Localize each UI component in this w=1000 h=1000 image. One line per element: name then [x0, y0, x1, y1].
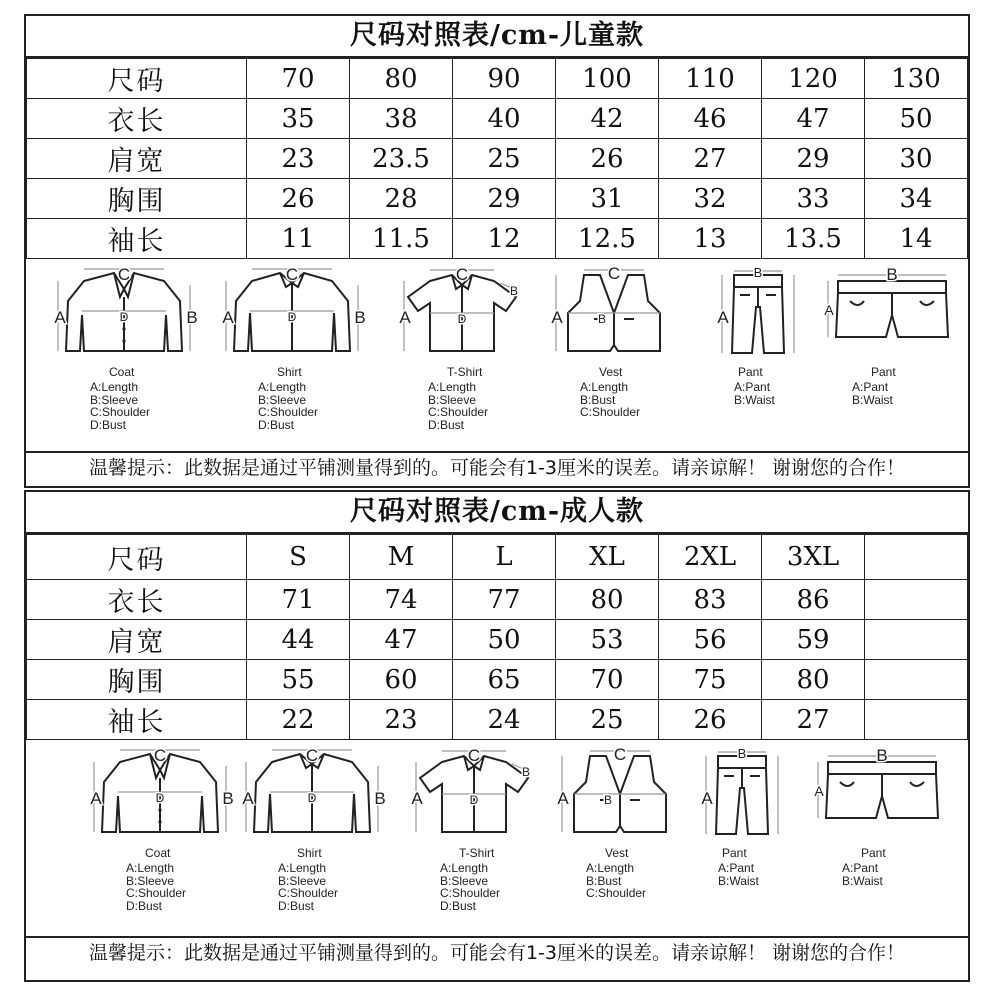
dim-c-label: C [613, 748, 627, 764]
row-label-cell: 肩宽 [27, 620, 247, 660]
size-value-cell: 65 [453, 660, 556, 700]
size-value-cell [865, 660, 968, 700]
coat-icon [90, 748, 240, 840]
row-label-cell: 尺码 [27, 59, 247, 99]
size-value-cell: 25 [556, 700, 659, 740]
garment-caption: Vest [605, 846, 629, 860]
dimension-legend [586, 862, 646, 900]
size-value-cell: 80 [556, 580, 659, 620]
legend-item: B:Waist [718, 873, 759, 888]
row-label-cell: 衣长 [27, 580, 247, 620]
legend-item: B:Sleeve [428, 392, 477, 407]
dim-b-label: B [509, 284, 519, 298]
size-value-cell: 26 [556, 139, 659, 179]
legend-item: D:Bust [126, 898, 163, 913]
size-value-cell: 33 [762, 179, 865, 219]
dimension-legend [440, 862, 500, 912]
size-value-cell: 3XL [762, 535, 865, 580]
size-value-cell: 110 [659, 59, 762, 99]
garment-caption: T-Shirt [459, 846, 495, 860]
size-value-cell: 11.5 [350, 219, 453, 259]
adult-chart-title: 尺码对照表/cm-成人款 [26, 492, 968, 534]
size-value-cell: 46 [659, 99, 762, 139]
size-value-cell: XL [556, 535, 659, 580]
coat-icon [54, 267, 204, 359]
size-row [27, 580, 968, 620]
size-value-cell: 12 [453, 219, 556, 259]
shirt-measure-figure [242, 748, 392, 938]
vest-measure-figure [544, 267, 694, 457]
garment-caption: Pant [738, 365, 763, 379]
size-value-cell: 14 [865, 219, 968, 259]
size-row [27, 700, 968, 740]
dim-c-label: C [285, 267, 299, 284]
garment-caption: Pant [861, 846, 886, 860]
vest-measure-figure [550, 748, 700, 938]
dimension-legend [842, 862, 883, 887]
dimension-legend [258, 381, 318, 431]
legend-item: C:Shoulder [126, 886, 187, 900]
row-label-cell: 胸围 [27, 179, 247, 219]
kids-size-panel [24, 14, 970, 488]
pants-icon [682, 748, 802, 840]
size-value-cell: 34 [865, 179, 968, 219]
kids-chart-title: 尺码对照表/cm-儿童款 [26, 16, 968, 58]
legend-item: B:Sleeve [278, 873, 327, 888]
dim-b-label: B [222, 789, 234, 808]
legend-item: A:Length [258, 380, 307, 394]
dim-b-label: B [876, 748, 888, 765]
dim-a-label: A [551, 308, 563, 327]
dim-a-label: A [557, 789, 569, 808]
coat-measure-figure [54, 267, 204, 457]
dim-a-label: A [54, 308, 66, 327]
legend-item: B:Bust [580, 392, 616, 407]
size-value-cell: 83 [659, 580, 762, 620]
t-shirt-measure-figure [392, 267, 542, 457]
dim-d-label: D [457, 312, 467, 326]
row-label-cell: 袖长 [27, 219, 247, 259]
dim-a-label: A [242, 789, 254, 808]
tshirt-icon [392, 267, 542, 359]
legend-item: A:Length [278, 861, 327, 875]
legend-item: C:Shoulder [586, 886, 647, 900]
legend-item: D:Bust [440, 898, 477, 913]
legend-item: C:Shoulder [278, 886, 339, 900]
size-value-cell: 44 [247, 620, 350, 660]
vest-icon [544, 267, 694, 359]
size-value-cell: 24 [453, 700, 556, 740]
adult-measurement-note: 温馨提示：此数据是通过平铺测量得到的。可能会有1-3厘米的误差。请亲谅解！ 谢谢您的合作！ [88, 942, 906, 964]
garment-caption: Shirt [297, 846, 322, 860]
dimension-legend [90, 381, 150, 431]
legend-item: C:Shoulder [428, 405, 489, 419]
dim-a-label: A [701, 789, 713, 808]
kids-measurement-note: 温馨提示：此数据是通过平铺测量得到的。可能会有1-3厘米的误差。请亲谅解！ 谢谢您的合作！ [88, 457, 906, 479]
pant-measure-figure [682, 748, 802, 938]
size-value-cell: 22 [247, 700, 350, 740]
legend-item: A:Pant [842, 861, 879, 875]
size-value-cell: 47 [350, 620, 453, 660]
size-value-cell: 70 [247, 59, 350, 99]
dim-b-label: B [753, 267, 763, 280]
legend-item: A:Pant [852, 380, 889, 394]
legend-item: D:Bust [258, 417, 295, 432]
dimension-legend [126, 862, 186, 912]
row-label-cell: 衣长 [27, 99, 247, 139]
size-row [27, 660, 968, 700]
size-value-cell: 90 [453, 59, 556, 99]
size-value-cell: 11 [247, 219, 350, 259]
dim-a-label: A [411, 789, 423, 808]
legend-item: B:Sleeve [90, 392, 139, 407]
kids-garment-illustrations [26, 259, 968, 453]
legend-item: D:Bust [278, 898, 315, 913]
adult-size-panel [24, 490, 970, 982]
size-value-cell: 30 [865, 139, 968, 179]
size-value-cell: 42 [556, 99, 659, 139]
pant-measure-figure [816, 267, 966, 457]
shirt-icon [242, 748, 392, 840]
size-value-cell: 12.5 [556, 219, 659, 259]
legend-item: B:Sleeve [126, 873, 175, 888]
dim-b-label: B [597, 312, 607, 326]
legend-item: A:Length [428, 380, 477, 394]
dim-b-label: B [737, 748, 747, 761]
size-row [27, 139, 968, 179]
coat-measure-figure [90, 748, 240, 938]
dim-a-label: A [824, 302, 834, 318]
row-label-cell: 袖长 [27, 700, 247, 740]
garment-caption: Pant [722, 846, 747, 860]
size-value-cell: 100 [556, 59, 659, 99]
size-value-cell: 32 [659, 179, 762, 219]
garment-caption: T-Shirt [447, 365, 483, 379]
legend-item: A:Length [440, 861, 489, 875]
size-value-cell: 50 [453, 620, 556, 660]
legend-item: C:Shoulder [258, 405, 319, 419]
vest-icon [550, 748, 700, 840]
dim-c-label: C [117, 267, 131, 284]
dim-a-label: A [399, 308, 411, 327]
shirt-measure-figure [222, 267, 372, 457]
adult-size-table [26, 534, 968, 740]
dim-a-label: A [717, 308, 729, 327]
t-shirt-measure-figure [404, 748, 554, 938]
size-value-cell: 50 [865, 99, 968, 139]
size-header-row [27, 535, 968, 580]
legend-item: C:Shoulder [580, 405, 641, 419]
legend-item: A:Pant [734, 380, 771, 394]
size-value-cell: 25 [453, 139, 556, 179]
dim-c-label: C [153, 748, 167, 765]
legend-item: B:Sleeve [258, 392, 307, 407]
size-value-cell: 60 [350, 660, 453, 700]
size-value-cell: 75 [659, 660, 762, 700]
size-value-cell [865, 700, 968, 740]
size-row [27, 179, 968, 219]
size-value-cell: 86 [762, 580, 865, 620]
garment-caption: Coat [145, 846, 171, 860]
dim-d-label: D [287, 310, 297, 324]
size-value-cell: 71 [247, 580, 350, 620]
row-label-cell: 肩宽 [27, 139, 247, 179]
legend-item: A:Length [586, 861, 635, 875]
legend-item: A:Length [126, 861, 175, 875]
legend-item: C:Shoulder [90, 405, 151, 419]
size-value-cell: 27 [762, 700, 865, 740]
size-value-cell: 77 [453, 580, 556, 620]
size-value-cell: 80 [762, 660, 865, 700]
garment-caption: Vest [599, 365, 623, 379]
size-value-cell: 70 [556, 660, 659, 700]
legend-item: C:Shoulder [440, 886, 501, 900]
dim-a-label: A [222, 308, 234, 327]
size-value-cell: M [350, 535, 453, 580]
garment-caption: Pant [871, 365, 896, 379]
legend-item: B:Waist [842, 873, 883, 888]
legend-item: B:Waist [734, 392, 775, 407]
size-value-cell: 23.5 [350, 139, 453, 179]
size-value-cell: 56 [659, 620, 762, 660]
size-value-cell: 13 [659, 219, 762, 259]
dim-b-label: B [374, 789, 386, 808]
dimension-legend [852, 381, 893, 406]
size-value-cell: 13.5 [762, 219, 865, 259]
size-value-cell: 29 [762, 139, 865, 179]
size-value-cell: 28 [350, 179, 453, 219]
size-value-cell [865, 535, 968, 580]
size-value-cell: 26 [659, 700, 762, 740]
pant-measure-figure [806, 748, 956, 938]
dim-d-label: D [307, 791, 317, 805]
size-value-cell [865, 620, 968, 660]
shorts-icon [806, 748, 956, 840]
dim-d-label: D [469, 793, 479, 807]
size-value-cell: 38 [350, 99, 453, 139]
size-value-cell: 29 [453, 179, 556, 219]
shorts-icon [816, 267, 966, 359]
dim-b-label: B [886, 267, 898, 284]
adult-garment-illustrations [26, 740, 968, 938]
garment-caption: Coat [109, 365, 135, 379]
row-label-cell: 胸围 [27, 660, 247, 700]
legend-item: B:Sleeve [440, 873, 489, 888]
size-value-cell: 59 [762, 620, 865, 660]
size-value-cell: 31 [556, 179, 659, 219]
size-value-cell: 55 [247, 660, 350, 700]
legend-item: A:Length [580, 380, 629, 394]
dimension-legend [278, 862, 338, 912]
dim-b-label: B [186, 308, 198, 327]
size-value-cell: 130 [865, 59, 968, 99]
dimension-legend [718, 862, 759, 887]
size-value-cell [865, 580, 968, 620]
dim-a-label: A [90, 789, 102, 808]
size-value-cell: 53 [556, 620, 659, 660]
shirt-icon [222, 267, 372, 359]
dim-c-label: C [467, 748, 481, 765]
size-value-cell: 2XL [659, 535, 762, 580]
dimension-legend [734, 381, 775, 406]
size-value-cell: 80 [350, 59, 453, 99]
pants-icon [698, 267, 818, 359]
size-row [27, 620, 968, 660]
legend-item: B:Bust [586, 873, 622, 888]
dim-b-label: B [521, 765, 531, 779]
tshirt-icon [404, 748, 554, 840]
legend-item: A:Pant [718, 861, 755, 875]
garment-caption: Shirt [277, 365, 302, 379]
size-value-cell: 74 [350, 580, 453, 620]
size-value-cell: 23 [350, 700, 453, 740]
dim-c-label: C [607, 267, 621, 283]
dim-d-label: D [155, 791, 165, 805]
kids-size-table [26, 58, 968, 259]
legend-item: B:Waist [852, 392, 893, 407]
size-value-cell: 27 [659, 139, 762, 179]
size-value-cell: 120 [762, 59, 865, 99]
legend-item: D:Bust [90, 417, 127, 432]
dim-c-label: C [305, 748, 319, 765]
size-row [27, 99, 968, 139]
size-row [27, 219, 968, 259]
row-label-cell: 尺码 [27, 535, 247, 580]
size-header-row [27, 59, 968, 99]
dimension-legend [428, 381, 488, 431]
legend-item: A:Length [90, 380, 139, 394]
dimension-legend [580, 381, 640, 419]
size-value-cell: 47 [762, 99, 865, 139]
size-value-cell: 35 [247, 99, 350, 139]
size-value-cell: 40 [453, 99, 556, 139]
dim-a-label: A [814, 783, 824, 799]
dim-c-label: C [455, 267, 469, 284]
legend-item: D:Bust [428, 417, 465, 432]
pant-measure-figure [698, 267, 818, 457]
size-value-cell: 26 [247, 179, 350, 219]
dim-b-label: B [603, 793, 613, 807]
size-value-cell: L [453, 535, 556, 580]
dim-d-label: D [119, 310, 129, 324]
size-value-cell: 23 [247, 139, 350, 179]
dim-b-label: B [354, 308, 366, 327]
size-value-cell: S [247, 535, 350, 580]
